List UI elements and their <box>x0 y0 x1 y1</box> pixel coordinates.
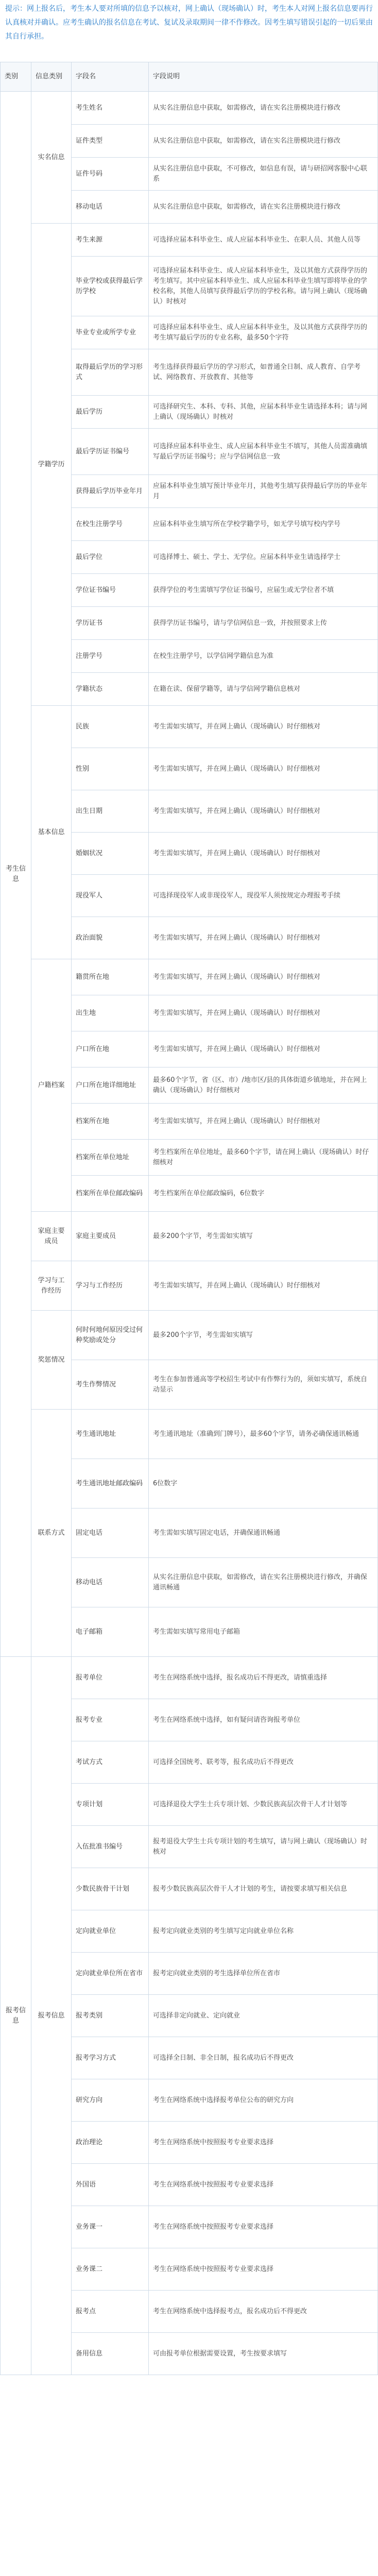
table-row <box>1 1657 378 1699</box>
field-name: 定向就业单位所在省市 <box>72 1953 149 1995</box>
section-label: 基本信息 <box>31 706 72 959</box>
group-label: 报考信息 <box>1 1657 31 2375</box>
table-row <box>1 959 378 995</box>
field-name: 外国语 <box>72 2164 149 2206</box>
field-name: 户口所在地 <box>72 1031 149 1067</box>
field-description: 可选择应届本科毕业生、成人应届本科毕业生不填写，其他人员需准确填写最后学历证书编号；应与学信网信息一致 <box>149 429 378 475</box>
field-name: 证件号码 <box>72 158 149 191</box>
field-name: 户口所在地详细地址 <box>72 1067 149 1104</box>
field-description: 考生需如实填写，并在网上确认（现场确认）时仔细核对 <box>149 748 378 790</box>
field-name: 入伍批准书编号 <box>72 1826 149 1868</box>
field-name: 学位证书编号 <box>72 574 149 607</box>
field-name: 出生日期 <box>72 790 149 833</box>
field-description: 考生需如实填写，并在网上确认（现场确认）时仔细核对 <box>149 833 378 875</box>
table-row <box>1 1410 378 1459</box>
field-name: 固定电话 <box>72 1509 149 1558</box>
field-name: 档案所在地 <box>72 1104 149 1140</box>
field-description: 在籍在读、保留学籍等，请与学信网学籍信息核对 <box>149 673 378 706</box>
header-category: 信息类别 <box>31 62 72 92</box>
field-description: 考生需如实填写，并在网上确认（现场确认）时仔细核对 <box>149 706 378 748</box>
table-header-row <box>1 62 378 92</box>
section-label: 实名信息 <box>31 92 72 224</box>
field-description: 考生需如实填写常用电子邮箱 <box>149 1607 378 1657</box>
field-name: 考试方式 <box>72 1741 149 1784</box>
section-label: 学习与工作经历 <box>31 1261 72 1311</box>
field-description: 考生在网络系统中选择，报名成功后不得更改，请慎重选择 <box>149 1657 378 1699</box>
field-name: 家庭主要成员 <box>72 1212 149 1261</box>
field-description: 应届本科毕业生填写所在学校学籍学号，如无学号填写校内学号 <box>149 508 378 541</box>
field-name: 少数民族骨干计划 <box>72 1868 149 1910</box>
field-description: 可选择全国统考、联考等，报名成功后不得更改 <box>149 1741 378 1784</box>
field-description: 可选择现役军人或非现役军人，现役军人须按规定办理报考手续 <box>149 875 378 917</box>
field-name: 电子邮箱 <box>72 1607 149 1657</box>
field-description: 报考退役大学生士兵专项计划的考生填写，请与网上确认（现场确认）时核对 <box>149 1826 378 1868</box>
field-name: 报考单位 <box>72 1657 149 1699</box>
section-label: 户籍档案 <box>31 959 72 1212</box>
field-description: 可选择应届本科毕业生、成人应届本科毕业生、在职人员、其他人员等 <box>149 224 378 257</box>
table-row <box>1 1261 378 1311</box>
field-name: 籍贯所在地 <box>72 959 149 995</box>
field-name: 报考点 <box>72 2291 149 2333</box>
field-description: 考生在网络系统中按照报考专业要求选择 <box>149 2248 378 2291</box>
field-description: 考生需如实填写，并在网上确认（现场确认）时仔细核对 <box>149 959 378 995</box>
field-name: 政治理论 <box>72 2122 149 2164</box>
field-name: 备用信息 <box>72 2333 149 2375</box>
field-name: 现役军人 <box>72 875 149 917</box>
field-description: 考生通讯地址（准确到门牌号），最多60个字节，请务必确保通讯畅通 <box>149 1410 378 1459</box>
field-description: 报考定向就业类别的考生填写定向就业单位名称 <box>149 1910 378 1953</box>
field-description: 最多200个字节，考生需如实填写 <box>149 1212 378 1261</box>
field-name: 档案所在单位邮政编码 <box>72 1176 149 1212</box>
field-description: 获得学位的考生需填写学位证书编号，应届生或无学位者不填 <box>149 574 378 607</box>
field-description: 考生需如实填写，并在网上确认（现场确认）时仔细核对 <box>149 1031 378 1067</box>
field-description: 考生在网络系统中选择报考单位公布的研究方向 <box>149 2079 378 2122</box>
field-description: 考生在网络系统中选择，如有疑问请咨询报考单位 <box>149 1699 378 1741</box>
field-description: 可选择全日制、非全日制，报名成功后不得更改 <box>149 2037 378 2079</box>
field-description: 考生档案所在单位邮政编码，6位数字 <box>149 1176 378 1212</box>
field-description: 可选择博士、硕士、学士、无学位。应届本科毕业生请选择学士 <box>149 541 378 574</box>
field-name: 毕业学校或获得最后学历学校 <box>72 257 149 316</box>
field-name: 报考学习方式 <box>72 2037 149 2079</box>
notice-text: 提示：网上报名后，考生本人要对所填的信息予以核对，网上确认（现场确认）时，考生本人对网上报名信息要再行认真核对并确认。应考生确认的报名信息在考试、复试及录取期间一律不作修改。因考生填写错误引起的一切后果由其自行承担。 <box>5 5 373 41</box>
field-name: 移动电话 <box>72 191 149 224</box>
field-name: 毕业专业或所学专业 <box>72 316 149 349</box>
field-name: 业务课一 <box>72 2206 149 2248</box>
field-name: 政治面貌 <box>72 917 149 959</box>
field-description: 应届本科毕业生填写预计毕业年月，其他考生填写获得最后学历的毕业年月 <box>149 475 378 508</box>
field-name: 报考专业 <box>72 1699 149 1741</box>
field-name: 最后学历 <box>72 396 149 429</box>
field-name: 定向就业单位 <box>72 1910 149 1953</box>
field-description: 从实名注册信息中获取，不可修改，如信息有误，请与研招网客服中心联系 <box>149 158 378 191</box>
table-row <box>1 224 378 257</box>
field-description: 可由报考单位根据需要设置，考生按要求填写 <box>149 2333 378 2375</box>
field-description: 6位数字 <box>149 1459 378 1509</box>
header-desc: 字段说明 <box>149 62 378 92</box>
field-description: 可选择研究生、本科、专科、其他，应届本科毕业生请选择本科；请与网上确认（现场确认）时核对 <box>149 396 378 429</box>
field-name: 婚姻状况 <box>72 833 149 875</box>
field-name: 移动电话 <box>72 1558 149 1607</box>
field-name: 性别 <box>72 748 149 790</box>
field-name: 考生通讯地址 <box>72 1410 149 1459</box>
field-name: 学籍状态 <box>72 673 149 706</box>
field-description: 最多60个字节，省（区、市）/地市区/县的具体街道乡镇地址，并在网上确认（现场确认）时仔细核对 <box>149 1067 378 1104</box>
field-description: 可选择应届本科毕业生、成人应届本科毕业生，及以其他方式获得学历的考生填写。其中应届本科毕业生、成人应届本科毕业生填写即将毕业的学校名称，其他人员填写获得最后学历的学校名称。请与网上确认（现场确认）时核对 <box>149 257 378 316</box>
field-description: 考生需如实填写，并在网上确认（现场确认）时仔细核对 <box>149 917 378 959</box>
section-label: 学籍学历 <box>31 224 72 706</box>
field-name: 证件类型 <box>72 125 149 158</box>
field-description: 报考定向就业类别的考生选择单位所在省市 <box>149 1953 378 1995</box>
field-description: 考生在网络系统中按照报考专业要求选择 <box>149 2122 378 2164</box>
field-description: 考生需如实填写，并在网上确认（现场确认）时仔细核对 <box>149 1261 378 1311</box>
field-description: 考生在网络系统中选择报考点，报名成功后不得更改 <box>149 2291 378 2333</box>
field-name: 出生地 <box>72 995 149 1031</box>
field-name: 考生来源 <box>72 224 149 257</box>
field-name: 考生姓名 <box>72 92 149 125</box>
field-description: 最多200个字节，考生需如实填写 <box>149 1311 378 1360</box>
field-name: 学历证书 <box>72 607 149 640</box>
section-label: 联系方式 <box>31 1410 72 1657</box>
field-name: 档案所在单位地址 <box>72 1140 149 1176</box>
table-body <box>1 92 378 2375</box>
field-name: 民族 <box>72 706 149 748</box>
field-description: 从实名注册信息中获取，如需修改，请在实名注册模块进行修改 <box>149 92 378 125</box>
field-description: 考生在参加普通高等学校招生考试中有作弊行为的，须如实填写，系统自动显示 <box>149 1360 378 1410</box>
field-name: 报考类别 <box>72 1995 149 2037</box>
table-row <box>1 706 378 748</box>
section-label: 报考信息 <box>31 1657 72 2375</box>
field-name: 注册学号 <box>72 640 149 673</box>
table-row <box>1 92 378 125</box>
field-description: 考生需如实填写，并在网上确认（现场确认）时仔细核对 <box>149 790 378 833</box>
field-name: 考生作弊情况 <box>72 1360 149 1410</box>
header-class: 类别 <box>1 62 31 92</box>
field-description: 考生需如实填写固定电话，并确保通讯畅通 <box>149 1509 378 1558</box>
field-description: 从实名注册信息中获取，如需修改，请在实名注册模块进行修改，并确保通讯畅通 <box>149 1558 378 1607</box>
field-description: 获得学历证书编号，请与学信网信息一致，并按照要求上传 <box>149 607 378 640</box>
fields-table <box>0 62 378 2375</box>
field-description: 考生在网络系统中按照报考专业要求选择 <box>149 2164 378 2206</box>
field-description: 考生需如实填写，并在网上确认（现场确认）时仔细核对 <box>149 995 378 1031</box>
field-name: 专项计划 <box>72 1784 149 1826</box>
field-name: 研究方向 <box>72 2079 149 2122</box>
field-name: 在校生注册学号 <box>72 508 149 541</box>
field-description: 报考少数民族高层次骨干人才计划的考生，请按要求填写相关信息 <box>149 1868 378 1910</box>
table-row <box>1 1212 378 1261</box>
field-description: 可选择退役大学生士兵专项计划、少数民族高层次骨干人才计划等 <box>149 1784 378 1826</box>
section-label: 家庭主要成员 <box>31 1212 72 1261</box>
field-description: 从实名注册信息中获取，如需修改，请在实名注册模块进行修改 <box>149 125 378 158</box>
field-name: 最后学历证书编号 <box>72 429 149 475</box>
field-description: 考生需如实填写，并在网上确认（现场确认）时仔细核对 <box>149 1104 378 1140</box>
field-name: 最后学位 <box>72 541 149 574</box>
field-description: 考生在网络系统中按照报考专业要求选择 <box>149 2206 378 2248</box>
field-name: 业务课二 <box>72 2248 149 2291</box>
table-row <box>1 1311 378 1360</box>
field-name: 获得最后学历毕业年月 <box>72 475 149 508</box>
field-description: 可选择非定向就业、定向就业 <box>149 1995 378 2037</box>
field-name: 取得最后学历的学习形式 <box>72 349 149 396</box>
field-description: 可选择应届本科毕业生、成人应届本科毕业生，及以其他方式获得学历的考生填写最后学历的专业名称，最多50个字符 <box>149 316 378 349</box>
field-description: 从实名注册信息中获取，如需修改，请在实名注册模块进行修改 <box>149 191 378 224</box>
field-description: 考生档案所在单位地址，最多60个字节，请在网上确认（现场确认）时仔细核对 <box>149 1140 378 1176</box>
field-description: 考生选择获得最后学历的学习形式，如普通全日制、成人教育、自学考试、网络教育、开放教育、其他等 <box>149 349 378 396</box>
field-name: 考生通讯地址邮政编码 <box>72 1459 149 1509</box>
field-name: 何时何地何原因受过何种奖励或处分 <box>72 1311 149 1360</box>
header-field: 字段名 <box>72 62 149 92</box>
field-name: 学习与工作经历 <box>72 1261 149 1311</box>
field-description: 在校生注册学号，以学信网学籍信息为准 <box>149 640 378 673</box>
section-label: 奖惩情况 <box>31 1311 72 1410</box>
group-label: 考生信息 <box>1 92 31 1657</box>
